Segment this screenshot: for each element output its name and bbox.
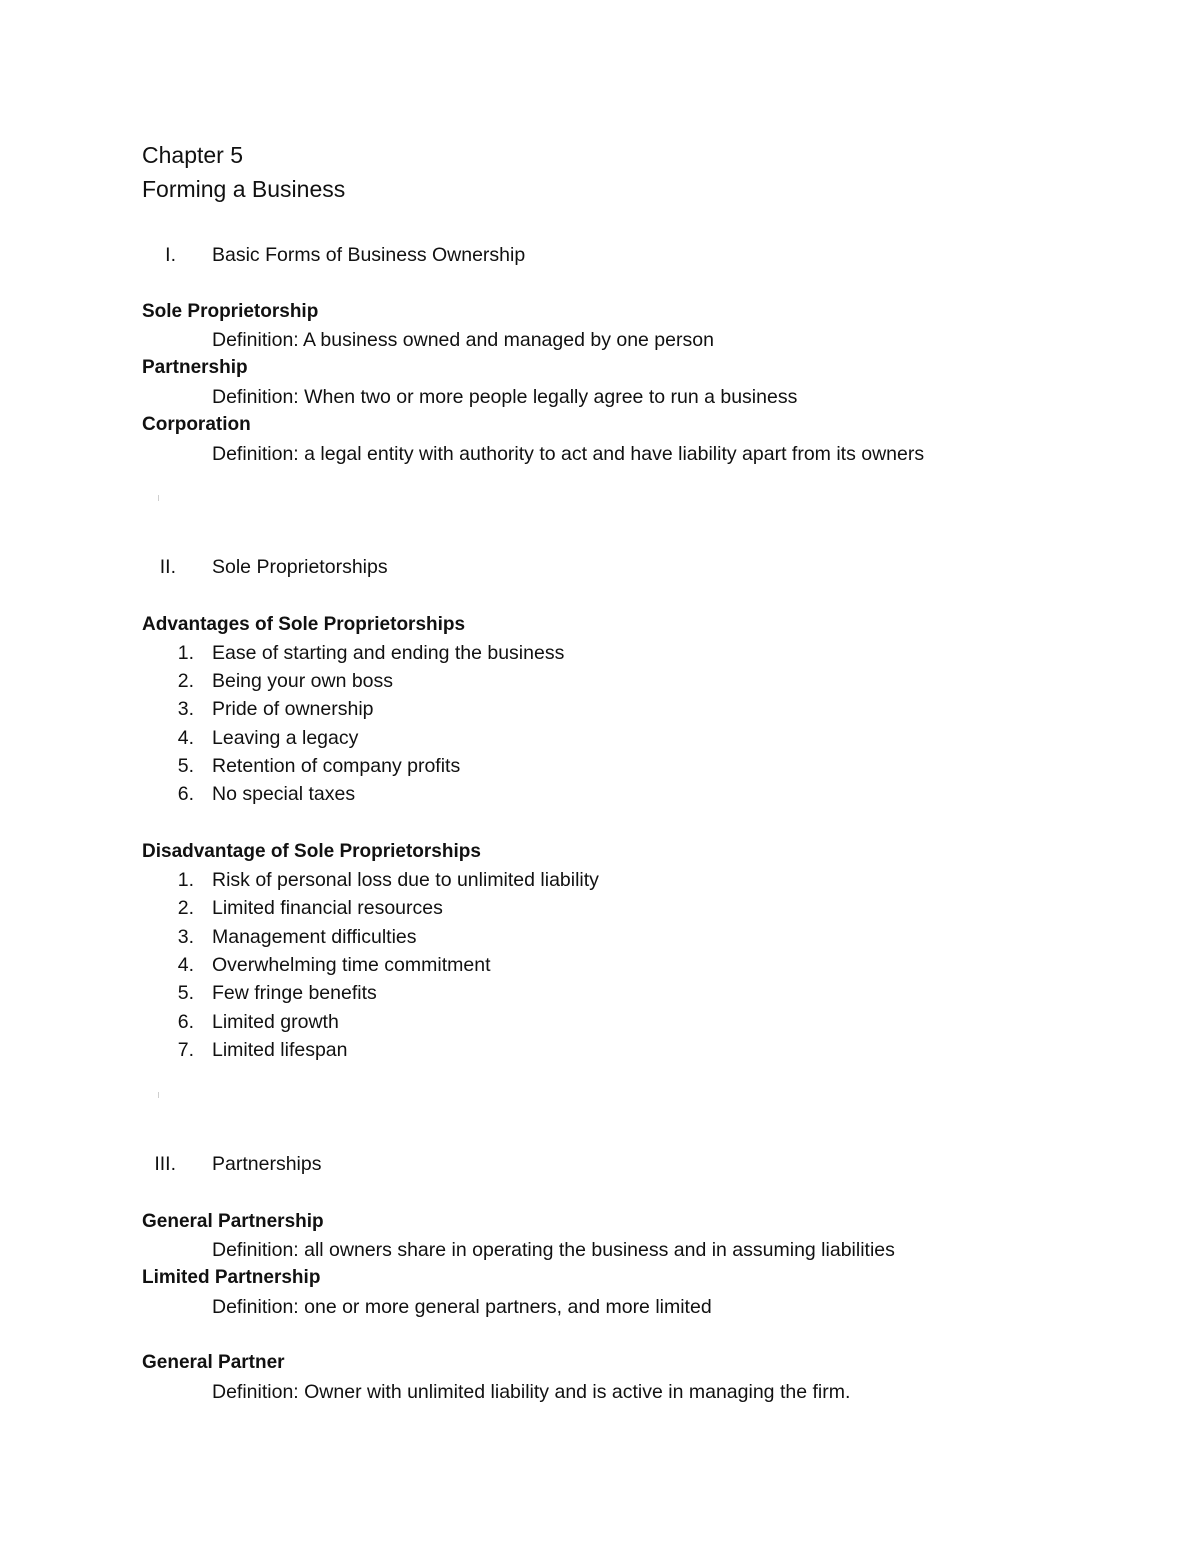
list-number: 6.	[177, 783, 194, 805]
definition-sole-proprietorship: Definition: A business owned and managed by one person	[212, 329, 714, 351]
list-number: 4.	[177, 727, 194, 749]
list-number: 7.	[177, 1039, 194, 1061]
list-number: 5.	[177, 755, 194, 777]
list-text: Limited growth	[212, 1011, 339, 1033]
term-partnership: Partnership	[142, 357, 248, 378]
definition-limited-partnership: Definition: one or more general partners, and more limited	[212, 1296, 712, 1318]
list-number: 2.	[177, 670, 194, 692]
list-number: 4.	[177, 954, 194, 976]
list-text: Limited financial resources	[212, 897, 443, 919]
list-number: 3.	[177, 926, 194, 948]
definition-partnership: Definition: When two or more people legally agree to run a business	[212, 386, 798, 408]
term-general-partnership: General Partnership	[142, 1211, 324, 1232]
empty-list-marker	[158, 1092, 159, 1098]
definition-general-partner: Definition: Owner with unlimited liability and is active in managing the firm.	[212, 1381, 851, 1403]
list-text: No special taxes	[212, 783, 356, 805]
list-text: Ease of starting and ending the business	[212, 642, 565, 664]
term-limited-partnership: Limited Partnership	[142, 1267, 321, 1288]
list-number: 2.	[177, 897, 194, 919]
list-text: Risk of personal loss due to unlimited liability	[212, 869, 599, 891]
list-text: Overwhelming time commitment	[212, 954, 491, 976]
list-text: Few fringe benefits	[212, 982, 377, 1004]
chapter-title: Chapter 5	[142, 142, 244, 168]
list-number: 6.	[177, 1011, 194, 1033]
section-numeral: II.	[159, 556, 176, 578]
list-number: 1.	[177, 869, 194, 891]
chapter-subtitle: Forming a Business	[142, 176, 346, 202]
advantages-heading: Advantages of Sole Proprietorships	[142, 614, 466, 635]
definition-general-partnership: Definition: all owners share in operating the business and in assuming liabilities	[212, 1239, 895, 1261]
list-text: Being your own boss	[212, 670, 394, 692]
section-heading-text: Partnerships	[212, 1153, 322, 1175]
list-number: 3.	[177, 698, 194, 720]
list-number: 5.	[177, 982, 194, 1004]
term-general-partner: General Partner	[142, 1352, 285, 1373]
list-number: 1.	[177, 642, 194, 664]
empty-list-marker	[158, 495, 159, 501]
list-text: Retention of company profits	[212, 755, 461, 777]
list-text: Limited lifespan	[212, 1039, 348, 1061]
term-sole-proprietorship: Sole Proprietorship	[142, 301, 319, 322]
disadvantages-heading: Disadvantage of Sole Proprietorships	[142, 841, 481, 862]
list-text: Leaving a legacy	[212, 727, 359, 749]
list-text: Pride of ownership	[212, 698, 374, 720]
section-numeral: I.	[165, 244, 176, 266]
section-numeral: III.	[154, 1153, 176, 1175]
section-heading-text: Sole Proprietorships	[212, 556, 388, 578]
definition-corporation: Definition: a legal entity with authority to act and have liability apart from its owners	[212, 443, 925, 465]
term-corporation: Corporation	[142, 414, 251, 435]
section-heading-text: Basic Forms of Business Ownership	[212, 244, 526, 266]
list-text: Management difficulties	[212, 926, 417, 948]
